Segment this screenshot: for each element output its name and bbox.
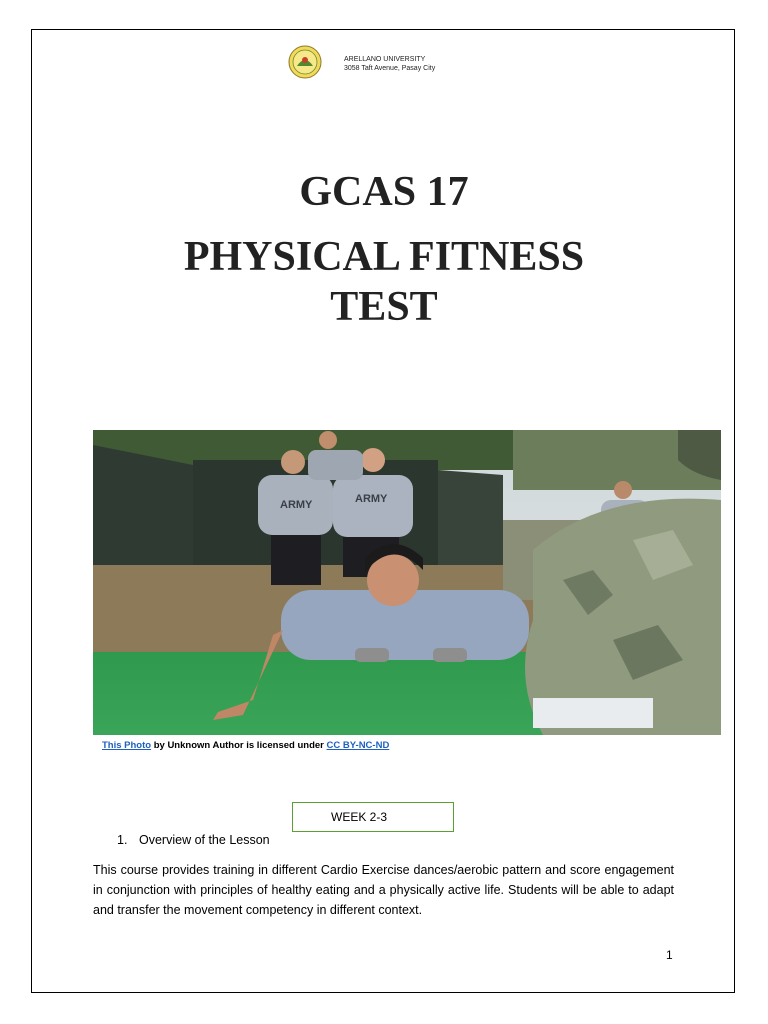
license-link[interactable]: CC BY-NC-ND [326, 740, 390, 751]
course-code: GCAS 17 [299, 169, 469, 215]
photo-link[interactable]: This Photo [102, 740, 152, 751]
page-number: 1 [666, 948, 673, 962]
overview-number: 1. [117, 833, 128, 847]
title-line-2: TEST [330, 284, 438, 330]
document-title [0, 232, 768, 332]
shirt-lettering-1: ARMY [280, 499, 313, 511]
pushup-test-photo [93, 430, 721, 735]
week-label-box: WEEK 2-3 [292, 802, 454, 832]
title-line-1: PHYSICAL FITNESS [183, 234, 585, 280]
shirt-lettering-2: ARMY [355, 493, 388, 505]
overview-title: Overview of the Lesson [139, 833, 270, 847]
photo-credit [102, 740, 389, 751]
university-name: ARELLANO UNIVERSITY [344, 56, 426, 63]
credit-text: by Unknown Author is licensed under [151, 740, 327, 751]
overview-heading [117, 832, 270, 848]
course-description: This course provides training in different Cardio Exercise dances/aerobic pattern and score engagement in conjunction with principles of healthy eating and a physically active life. Students will be able to adapt and transfer the movement competency in different context. [93, 863, 674, 917]
university-seal-icon [288, 45, 322, 79]
university-address: 3058 Taft Avenue, Pasay City [344, 65, 436, 72]
